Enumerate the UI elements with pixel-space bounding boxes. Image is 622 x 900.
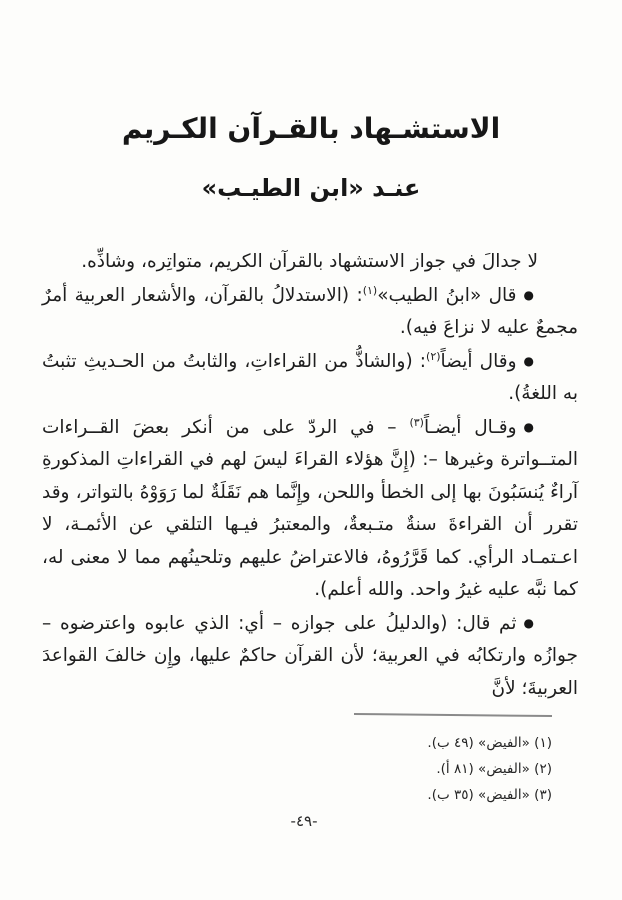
bullet-icon: ● xyxy=(523,353,534,368)
bullet-icon: ● xyxy=(523,615,534,630)
page-number: -٤٩- xyxy=(290,812,318,830)
paragraph xyxy=(42,246,578,279)
page-title xyxy=(0,0,622,208)
footnote-list xyxy=(42,730,552,808)
paragraph xyxy=(42,607,578,706)
footnotes-block xyxy=(42,714,552,808)
title-line-2: عنـد «ابن الطيـب» xyxy=(201,174,421,202)
paragraph xyxy=(42,279,578,345)
footnote-marker: (٢) xyxy=(426,349,441,363)
footnote: (٣) «الفيض» (٣٥ ب). xyxy=(427,786,552,803)
paragraph-text: ثم قال: (والدليلُ على جوازه – أي: الذي عابوه واعترضوه – جوازُه وارتكابُه في العربية؛ لأن القرآن حاكمٌ عليها، وإِن خالفَ القواعدَ العربيةَ؛ لأنَّ xyxy=(42,612,578,699)
footnote-marker: (١) xyxy=(362,283,378,297)
bullet-icon: ● xyxy=(523,419,535,434)
paragraph-text: وقال أيضاً$^{(٢)}$: (والشاذُّ من القراءاتِ، والثابتُ من الحـديثِ تثبتُ به اللغةُ). xyxy=(42,349,578,404)
paragraph-text: وقـال أيضـاً$^{(٣)}$ – في الردّ على من أنكر بعضَ القــراءات المتــواترة وغيرها –: (إِنَّ هؤلاء القراءَ ليسَ لهم في القراءاتِ المذكورةِ آراءٌ يُنسَبُونَ بها إلى الخطأ واللحن، وإِنَّما هم نَقَلَةٌ لما رَوَوْهُ بالتواتر، وقد تقرر أن القراءةَ سنةٌ متـبعةٌ، والمعتبرُ فيـها التلقي عن الأئمـة، لا اعـتمـاد الرأي. كما قَرَّرُوهُ، فالاعتراضُ عليهم وتلحينُهم مما لا معنى له، كما نبَّه عليه غيرُ واحد. والله أعلم). xyxy=(42,415,578,600)
bullet-icon: ● xyxy=(523,287,534,302)
paragraph xyxy=(42,345,578,411)
footnote-marker: (٣) xyxy=(409,415,424,429)
paragraph-text: لا جدالَ في جواز الاستشهاد بالقرآن الكريم، متواتِره، وشاذِّه. xyxy=(81,251,538,272)
title-line-1: الاستشـهاد بالقـرآن الكـريم xyxy=(121,112,501,145)
paragraph xyxy=(42,411,578,607)
footnote: (١) «الفيض» (٤٩ ب). xyxy=(427,734,552,751)
paragraph-text: قال «ابنُ الطيب»$^{(١)}$: (الاستدلالُ بالقرآن، والأشعار العربية أمرٌ مجمعٌ عليه لا نزاعَ فيه). xyxy=(42,283,578,338)
footnote: (٢) «الفيض» (٨١ أ). xyxy=(436,760,552,777)
footnote-separator-line xyxy=(354,713,552,717)
body-text xyxy=(42,246,578,705)
